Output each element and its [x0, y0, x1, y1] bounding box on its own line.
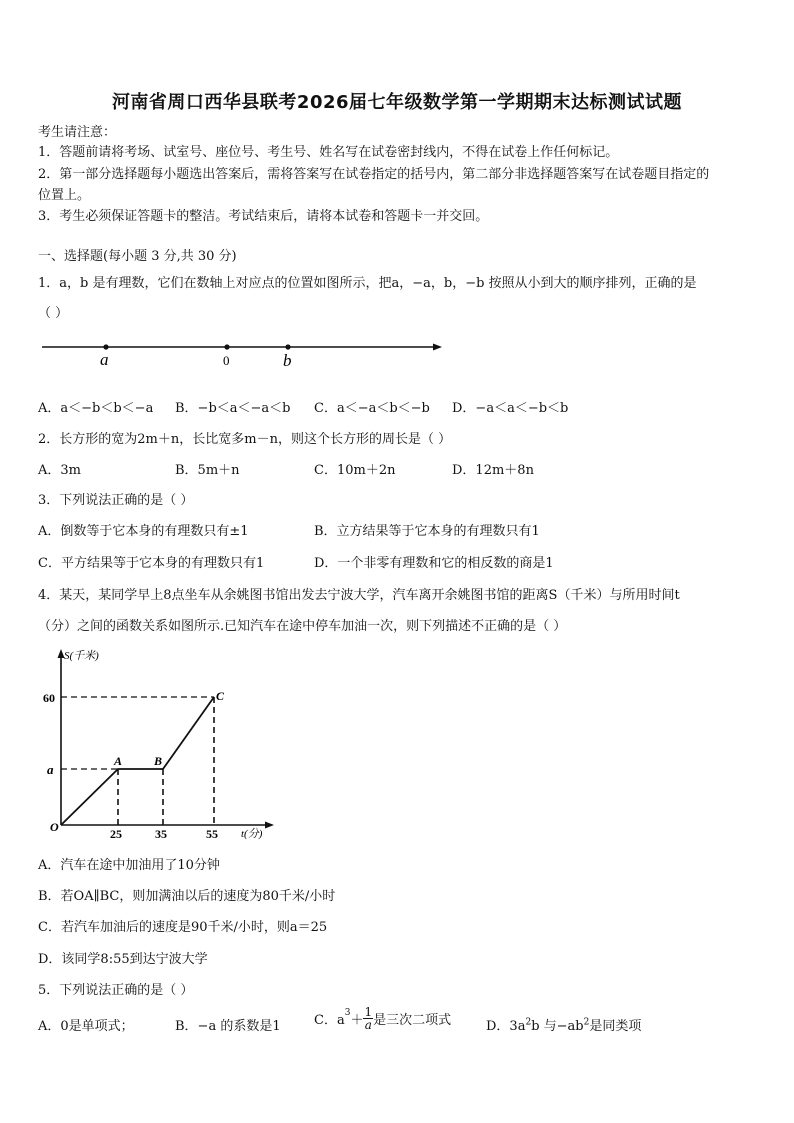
- q4-stem: 4．某天，某同学早上8点坐车从余姚图书馆出发去宁波大学，汽车离开余姚图书馆的距离S（千米）与所用时间t: [38, 588, 680, 603]
- q5-c-plus: ＋: [350, 1013, 364, 1028]
- notice-item: 2．第一部分选择题每小题选出答案后，需将答案写在试卷指定的括号内，第二部分非选择题答案写在试卷题目指定的: [38, 167, 710, 182]
- notice-item: 位置上。: [38, 188, 91, 203]
- q1-option-b: B．−b＜a＜−a＜b: [175, 401, 291, 416]
- graph-line: [61, 697, 214, 825]
- q3-stem: 3．下列说法正确的是（ ）: [38, 493, 194, 508]
- q5-c-prefix: C．a: [314, 1013, 345, 1028]
- notice-heading: 考生请注意：: [38, 125, 117, 140]
- q2-option-c: C．10m＋2n: [314, 463, 396, 478]
- q1-stem: 1．a，b 是有理数，它们在数轴上对应点的位置如图所示，把a，−a，b，−b 按照从小到大的顺序排列，正确的是: [38, 276, 697, 291]
- q5-d-suffix: 是同类项: [589, 1019, 642, 1034]
- point-label-b: B: [154, 754, 163, 768]
- label-zero: 0: [223, 353, 230, 368]
- section-heading: 一、选择题(每小题 3 分,共 30 分): [38, 249, 237, 264]
- q1-option-a: A．a＜−b＜b＜−a: [38, 401, 154, 416]
- point-b: [285, 344, 290, 349]
- y-axis-label: S(千米): [64, 650, 99, 662]
- point-label-c: C: [216, 689, 225, 703]
- x-tick-25: 25: [110, 827, 122, 841]
- q5-c-suffix: 是三次二项式: [373, 1013, 452, 1028]
- q2-option-d: D．12m＋8n: [452, 463, 534, 478]
- q4-option-c: C．若汽车加油后的速度是90千米/小时，则a＝25: [38, 920, 328, 935]
- q2-stem: 2．长方形的宽为2m＋n，长比宽多m－n，则这个长方形的周长是（ ）: [38, 432, 452, 447]
- q5-option-c: [314, 1006, 451, 1031]
- q4-option-d: D．该同学8:55到达宁波大学: [38, 952, 208, 967]
- label-a: a: [100, 350, 109, 369]
- q4-option-a: A．汽车在途中加油用了10分钟: [38, 858, 220, 873]
- q3-option-a: A．倒数等于它本身的有理数只有±1: [38, 524, 249, 539]
- distance-time-graph: [38, 645, 283, 845]
- q5-c-fraction: [363, 1006, 373, 1031]
- notice-item: 1．答题前请将考场、试室号、座位号、考生号、姓名写在试卷密封线内，不得在试卷上作任何标记。: [38, 145, 619, 160]
- q5-stem: 5．下列说法正确的是（ ）: [38, 983, 194, 998]
- number-line-diagram: [38, 330, 448, 372]
- q5-d-exp2: 2: [583, 1017, 590, 1028]
- x-axis-label: t(分): [241, 828, 263, 840]
- q3-option-c: C．平方结果等于它本身的有理数只有1: [38, 556, 265, 571]
- y-tick-60: 60: [43, 691, 55, 705]
- number-line-arrow: [433, 344, 442, 351]
- label-b: b: [283, 351, 292, 370]
- q5-d-exp1: 2: [525, 1017, 532, 1028]
- q5-option-b: B．−a 的系数是1: [175, 1019, 281, 1034]
- q2-option-b: B．5m＋n: [175, 463, 240, 478]
- q4-stem-2: （分）之间的函数关系如图所示.已知汽车在途中停车加油一次，则下列描述不正确的是（ ）: [38, 619, 567, 634]
- q1-option-c: C．a＜−a＜b＜−b: [314, 401, 430, 416]
- q1-option-d: D．−a＜a＜−b＜b: [452, 401, 569, 416]
- q4-option-b: B．若OA∥BC，则加满油以后的速度为80千米/小时: [38, 889, 336, 904]
- notice-item: 3．考生必须保证答题卡的整洁。考试结束后，请将本试卷和答题卡一并交回。: [38, 209, 489, 224]
- point-zero: [224, 344, 229, 349]
- q5-option-d: [486, 1015, 641, 1034]
- q5-d-prefix: D．3a: [486, 1019, 526, 1034]
- point-label-a: A: [114, 754, 123, 768]
- point-a: [103, 344, 108, 349]
- q3-option-b: B．立方结果等于它本身的有理数只有1: [314, 524, 540, 539]
- origin-label: O: [50, 820, 59, 834]
- q5-c-denominator: a: [364, 1018, 372, 1032]
- q5-option-a: A．0是单项式；: [38, 1019, 134, 1034]
- q1-stem-bracket: （ ）: [38, 306, 69, 321]
- x-tick-35: 35: [155, 827, 167, 841]
- y-tick-a: a: [47, 762, 54, 777]
- x-tick-55: 55: [206, 827, 218, 841]
- q5-d-mid: b 与−ab: [531, 1019, 584, 1034]
- q3-option-d: D．一个非零有理数和它的相反数的商是1: [314, 556, 554, 571]
- q2-option-a: A．3m: [38, 463, 81, 478]
- q5-c-exp: 3: [344, 1007, 351, 1018]
- page-title: 河南省周口西华县联考2026届七年级数学第一学期期末达标测试试题: [111, 92, 683, 113]
- q5-c-numerator: 1: [364, 1005, 373, 1019]
- x-axis-arrow: [265, 822, 274, 829]
